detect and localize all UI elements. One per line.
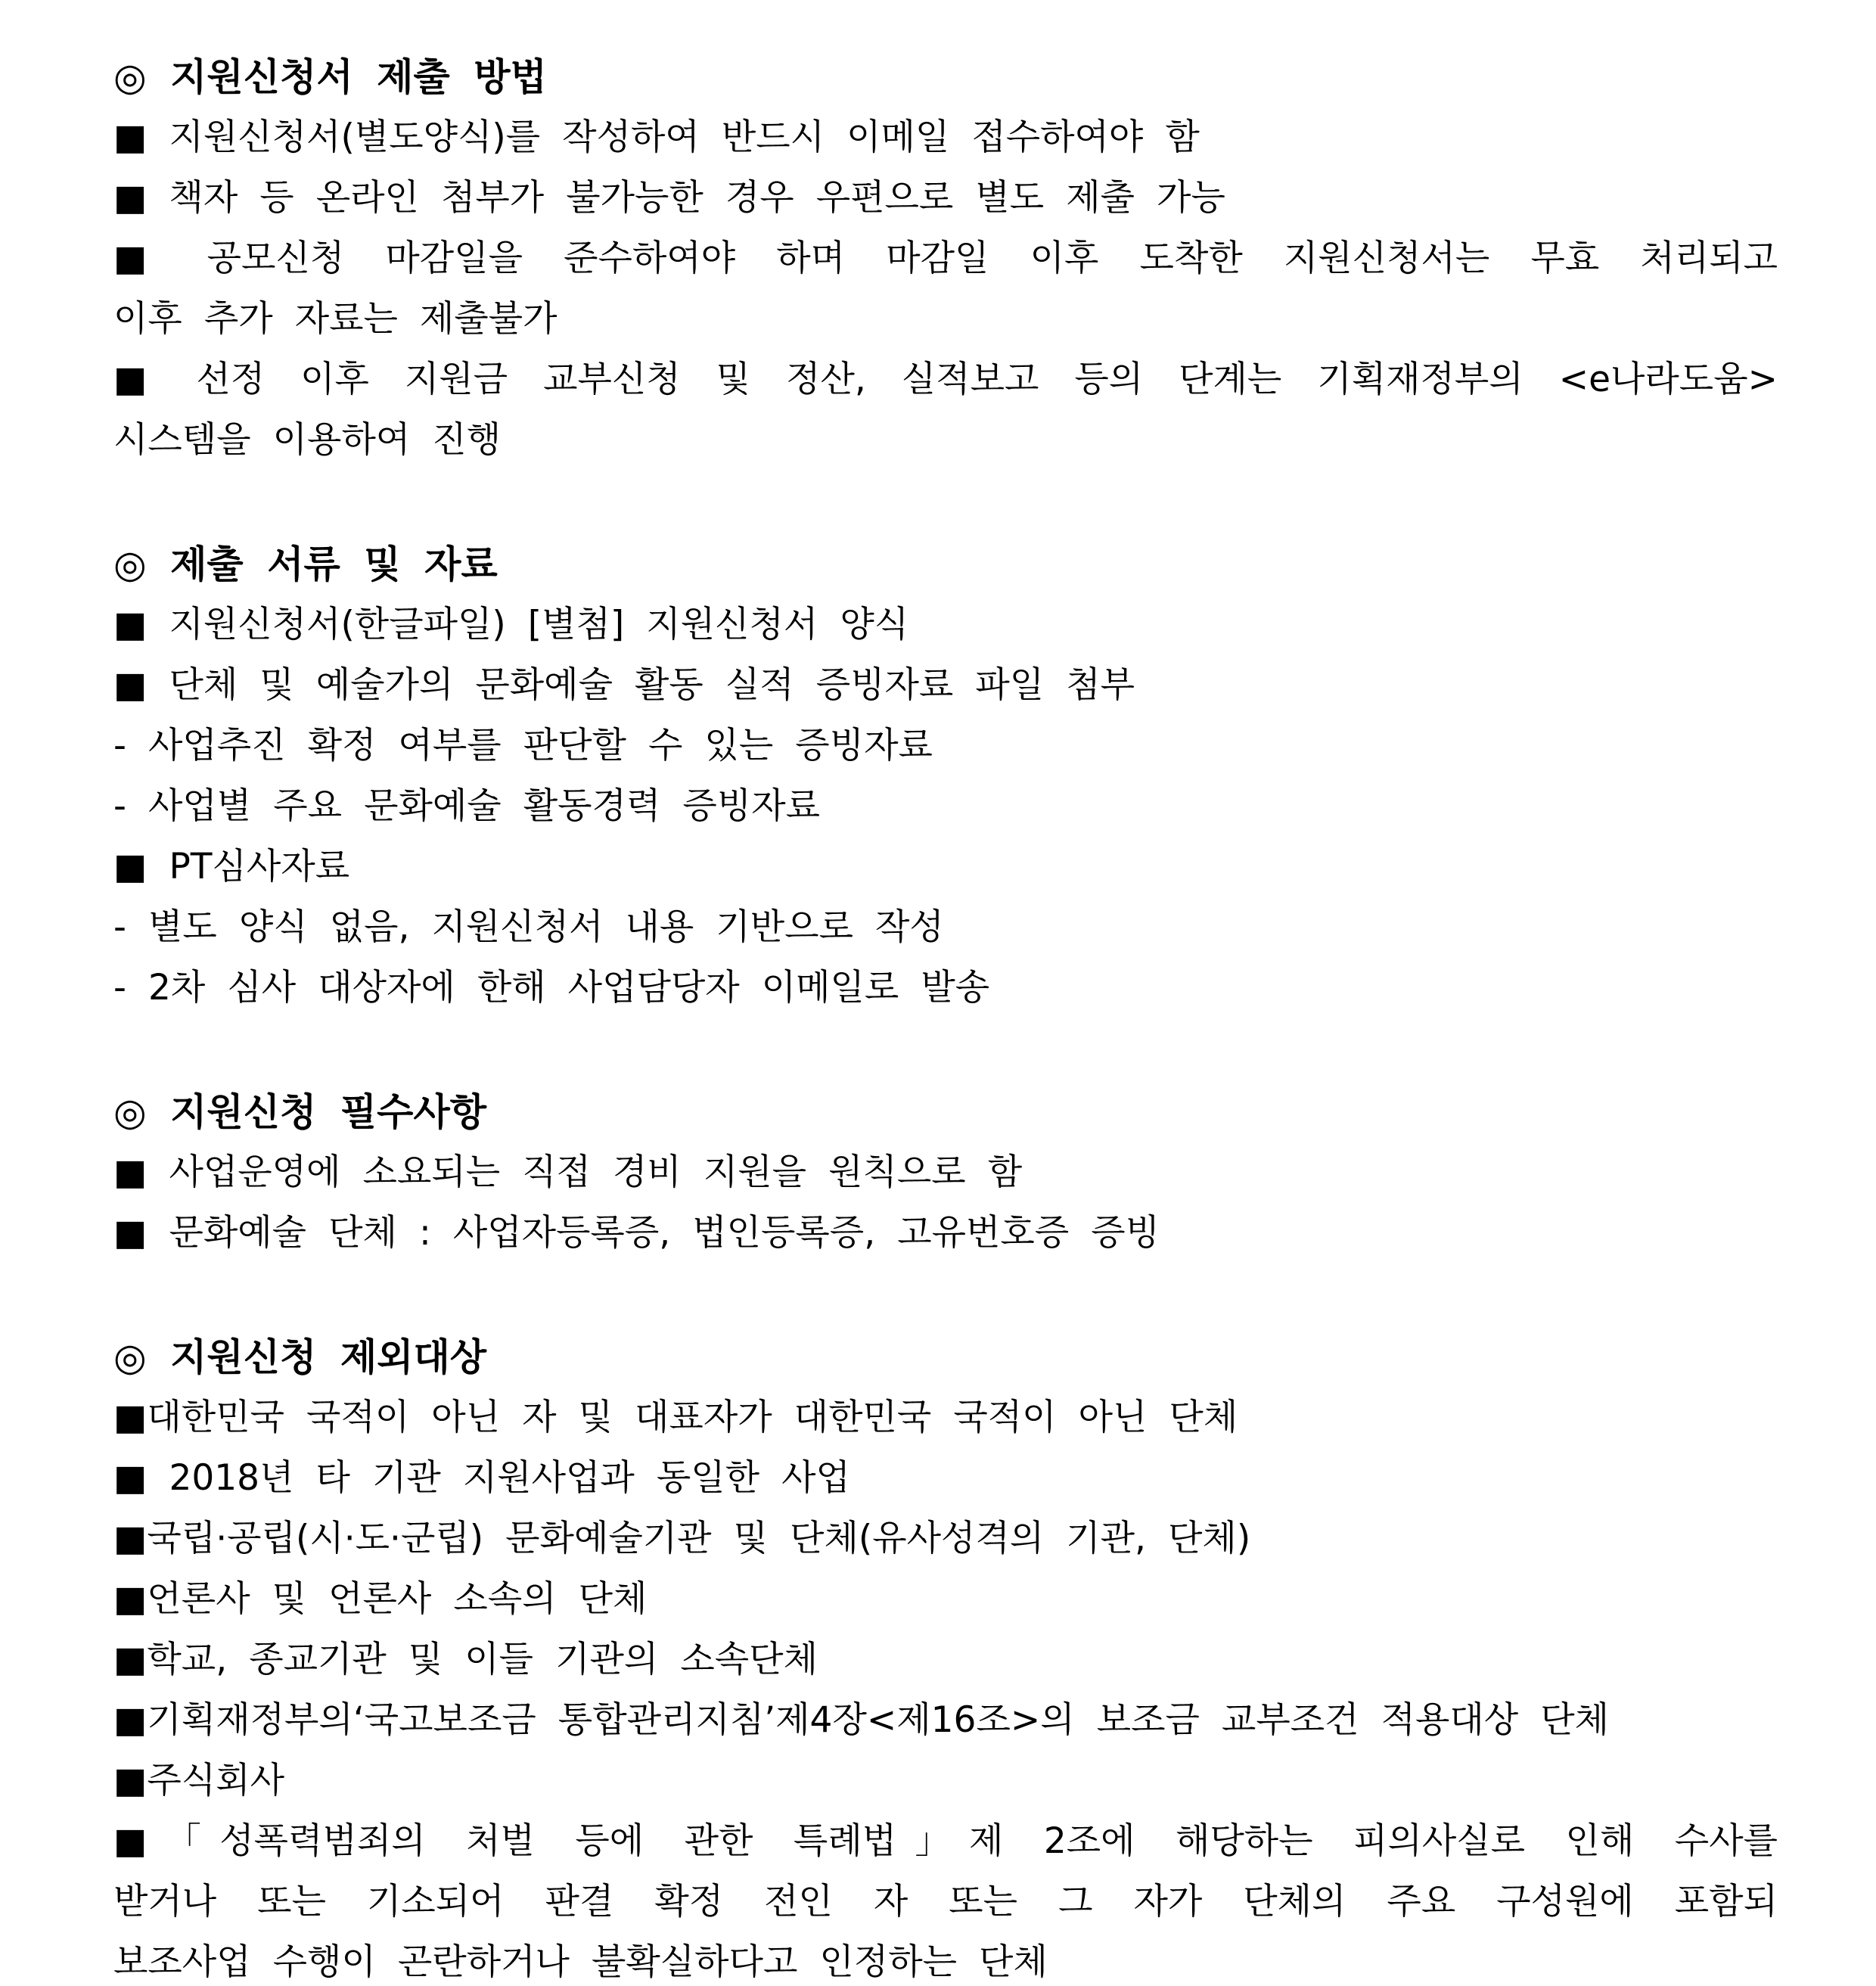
bullet-item: ■대한민국 국적이 아닌 자 및 대표자가 대한민국 국적이 아닌 단체 [113, 1397, 1238, 1438]
section-heading: ◎ 제출 서류 및 자료 [113, 542, 498, 586]
bullet-item-continuation: 시스템을 이용하여 진행 [113, 419, 502, 461]
bullet-item-continuation: 받거나 또는 기소되어 판결 확정 전인 자 또는 그 자가 단체의 주요 구성원에 포함되 [113, 1881, 1778, 1922]
section-heading: ◎ 지원신청 필수사항 [113, 1090, 487, 1134]
bullet-item: ■ 단체 및 예술가의 문화예술 활동 실적 증빙자료 파일 첨부 [113, 664, 1135, 706]
sub-item: - 사업별 주요 문화예술 활동경력 증빙자료 [113, 785, 820, 827]
bullet-item-continuation: 보조사업 수행이 곤란하거나 불확실하다고 인정하는 단체 [113, 1941, 1048, 1983]
sub-item: - 사업추진 확정 여부를 판단할 수 있는 증빙자료 [113, 725, 933, 766]
bullet-item: ■ 책자 등 온라인 첨부가 불가능한 경우 우편으로 별도 제출 가능 [113, 177, 1225, 219]
section-application-exclusions [113, 1327, 1778, 1986]
bullet-item: ■국립·공립(시·도·군립) 문화예술기관 및 단체(유사성격의 기관, 단체) [113, 1518, 1251, 1559]
section-heading: ◎ 지원신청서 제출 방법 [113, 55, 547, 99]
sub-item: - 별도 양식 없음, 지원신청서 내용 기반으로 작성 [113, 906, 944, 948]
sub-item: - 2차 심사 대상자에 한해 사업담당자 이메일로 발송 [113, 967, 990, 1009]
bullet-item-continuation: 이후 추가 자료는 제출불가 [113, 298, 558, 340]
bullet-item: ■ 사업운영에 소요되는 직접 경비 지원을 원칙으로 함 [113, 1152, 1023, 1193]
bullet-item: ■언론사 및 언론사 소속의 단체 [113, 1578, 648, 1620]
section-required-documents [113, 534, 1778, 1018]
bullet-item: ■주식회사 [113, 1760, 285, 1801]
bullet-item: ■학교, 종교기관 및 이들 기관의 소속단체 [113, 1639, 818, 1680]
bullet-item: ■ 지원신청서(한글파일) [별첨] 지원신청서 양식 [113, 604, 909, 645]
section-submission-method [113, 47, 1778, 471]
bullet-item: ■ 문화예술 단체 : 사업자등록증, 법인등록증, 고유번호증 증빙 [113, 1212, 1160, 1254]
bullet-item: ■기획재정부의‘국고보조금 통합관리지침’제4장<제16조>의 보조금 교부조건 적용대상 단체 [113, 1699, 1610, 1741]
bullet-item: ■ 선정 이후 지원금 교부신청 및 정산, 실적보고 등의 단계는 기획재정부의 <e나라도움> [113, 359, 1778, 400]
bullet-item: ■ 2018년 타 기관 지원사업과 동일한 사업 [113, 1457, 850, 1499]
bullet-item: ■ PT심사자료 [113, 846, 350, 887]
bullet-item: ■ 지원신청서(별도양식)를 작성하여 반드시 이메일 접수하여야 함 [113, 117, 1200, 158]
bullet-item: ■「성폭력범죄의 처벌 등에 관한 특례법」제 2조에 해당하는 피의사실로 인해 수사를 [113, 1820, 1778, 1862]
section-application-requirements [113, 1082, 1778, 1263]
bullet-item: ■ 공모신청 마감일을 준수하여야 하며 마감일 이후 도착한 지원신청서는 무효 처리되고 [113, 238, 1778, 279]
section-heading: ◎ 지원신청 제외대상 [113, 1335, 487, 1379]
